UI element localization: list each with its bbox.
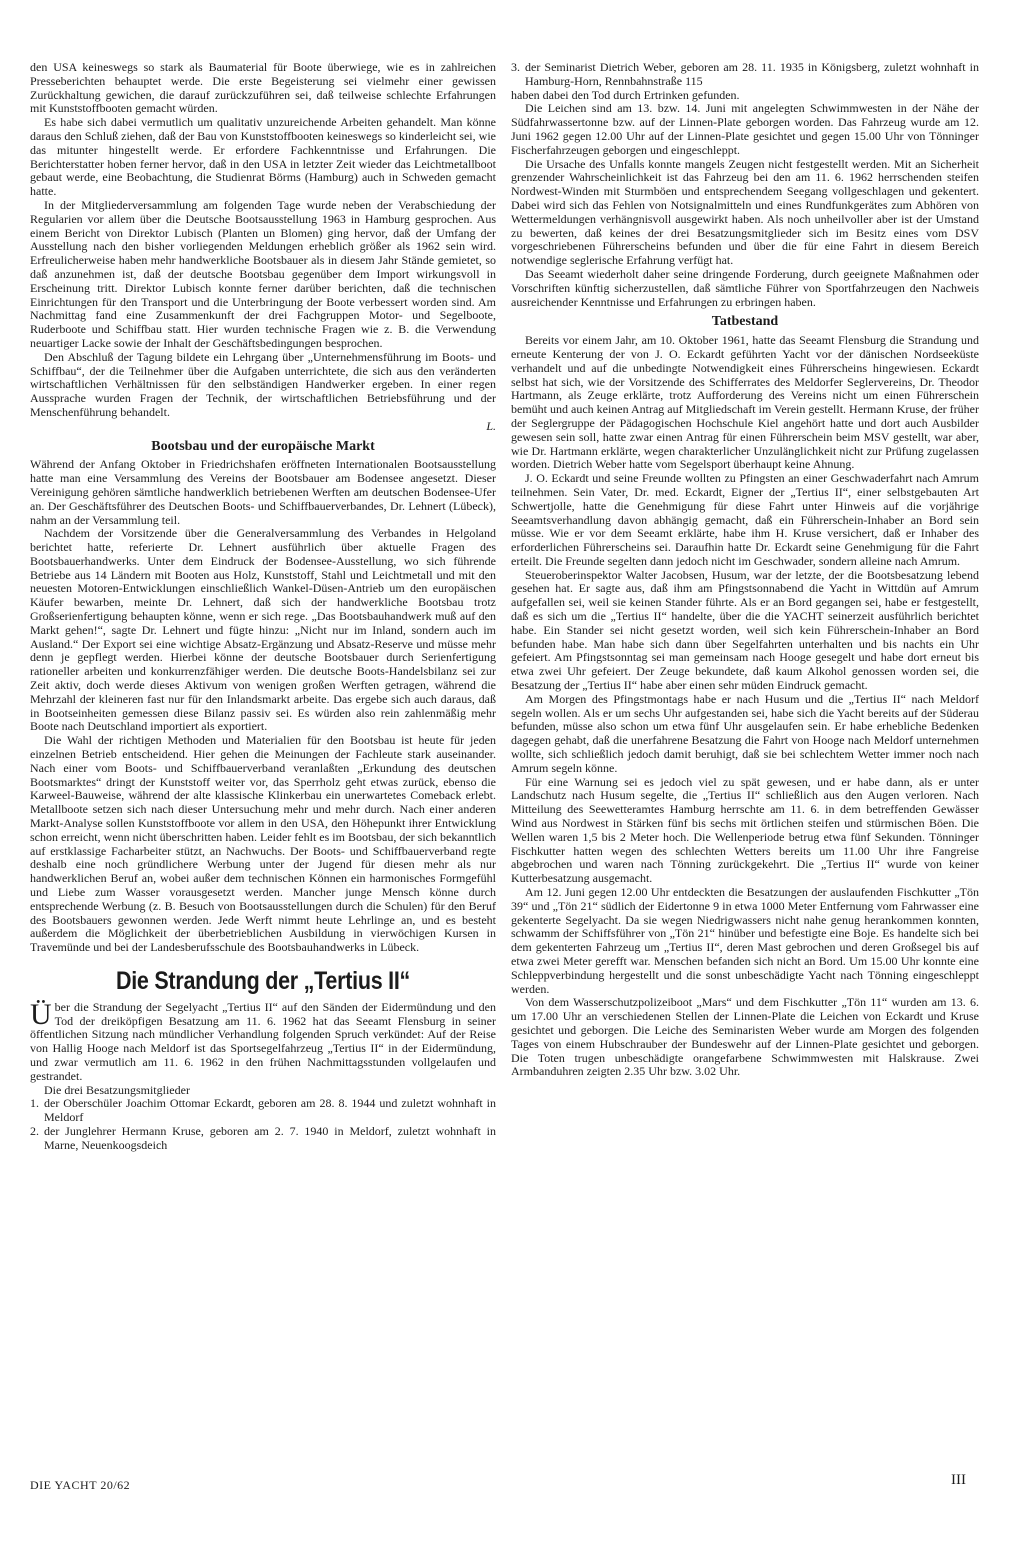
paragraph: den USA keineswegs so stark als Baumaterial für Boote überwiege, wie es in zahlreichen Presseberichten behauptet werde. Die erste Begeisterung sei vielmehr einer gewissen Zurückhaltung gewichen, die darauf zurückzuführen sei, daß teilweise schlechte Erfahrungen mit Kunststoffbooten gemacht würden. (30, 60, 496, 116)
left-column (30, 61, 496, 1153)
publication-footer: DIE YACHT 20/62 (30, 1478, 131, 1492)
crew-number: 2. (30, 1123, 39, 1138)
paragraph: Während der Anfang Oktober in Friedrichshafen eröffneten Internationalen Bootsausstellung hatte man eine Versammlung des Vereins der Bootsbauer am Bodensee angesetzt. Dieser Vereinigung gehören sämtliche handwerklich betriebenen Werften am deutschen Bodensee-Ufer an. Der Geschäftsführer des Deutschen Boots- und Schiffbauerverbandes, Dr. Lehnert (Lübeck), nahm an der Versammlung teil. (30, 457, 496, 527)
article-intro (30, 997, 496, 1084)
crew-text: der Junglehrer Hermann Kruse, geboren am 2. 7. 1940 in Meldorf, zuletzt wohnhaft in Marne, Neuenkoogsdeich (44, 1123, 496, 1152)
paragraph: In der Mitgliederversammlung am folgenden Tage wurde neben der Verabschiedung der Regularien vor allem über die Deutsche Bootsausstellung 1963 in Hamburg gesprochen. Aus einem Bericht von Direktor Lubisch (Planten un Blomen) ging hervor, daß der Umfang der Ausstellung nach den bisher vorliegenden Meldungen erheblich größer als 1962 sein wird. Erfreulicherweise haben mehr handwerkliche Bootsbauer als in diesem Jahr Stände gemietet, so daß anzunehmen ist, daß der deutsche Bootsbau gegenüber dem Import wirkungsvoll in Erscheinung tritt. Direktor Lubisch konnte ferner darüber berichten, daß die technischen Einrichtungen für den Transport und die Unterbringung der Boote verbessert worden sind. Am Nachmittag fand eine Zusammenkunft der drei Fachgruppen Motor- und Segelboote, Ruderboote und Schiffbau statt. Hier wurden technische Fragen wie z. B. die Verwendung neuartiger Lacke sowie der Inhalt der Geschäftsbedingungen besprochen. (30, 197, 496, 350)
paragraph: Von dem Wasserschutzpolizeiboot „Mars“ und dem Fischkutter „Tön 11“ wurden am 13. 6. um 17.00 Uhr an verschiedenen Stellen der Linnen-Plate die Leichen von Eckardt und Kruse gesichtet und geborgen. Die Leiche des Seminaristen Weber wurde am Morgen des folgenden Tages von einem Hubschrauber der Bundeswehr auf der Linnen-Plate gesichtet und geborgen. Die Toten trugen unbeschädigte orangefarbene Schwimmwesten mit Halskrause. Zwei Armbanduhren zeigten 2.35 Uhr bzw. 3.02 Uhr. (511, 995, 979, 1079)
paragraph: Die Ursache des Unfalls konnte mangels Zeugen nicht festgestellt werden. Mit an Sicherheit grenzender Wahrscheinlichkeit ist das Fahrzeug bei den am 11. 6. 1962 herrschenden steifen Nordwest-Winden mit Sturmböen und entsprechendem Seegang vollgeschlagen und gekentert. Dabei wird sich das Fehlen von Notsignalmitteln und eines Rundfunkgerätes zum Abhören von Wettermeldungen verhängnisvoll ausgewirkt haben. Als noch unheilvoller aber ist der Umstand zu bewerten, daß keines der drei Besatzungsmitglieder sich im Besitz eines vom DSV vorgeschriebenen Führerscheins befunden und über die für eine Fahrt in diesem Bereich notwendige seglerische Erfahrung verfügt hat. (511, 156, 979, 268)
section-heading-markt: Bootsbau und der europäische Markt (151, 438, 375, 454)
paragraph: Die Wahl der richtigen Methoden und Materialien für den Bootsbau ist heute für jeden einzelnen Betrieb entscheidend. Hier gehen die Meinungen der Fachleute stark auseinander. Nach einer vom Boots- und Schiffbauerverband veranlaßten „Erkundung des deutschen Bootsmarktes“ dringt der Kunststoff weiter vor, das Sperrholz geht etwas zurück, ebenso die Karweel-Bauweise, während der alte klassische Klinkerbau ein unerwartetes Comeback erlebt. Metallboote setzen sich nach dieser Untersuchung mehr und mehr durch. Nach einer anderen Markt-Analyse sollen Kunststoffboote vor allem in den USA, den Höhepunkt ihrer Entwicklung schon erreicht, wenn nicht überschritten haben. Leider fehlt es im Bootsbau, der sich bekanntlich auf erstklassige Facharbeiter stützt, an Nachwuchs. Der Boots- und Schiffbauerverband regte deshalb eine noch gründlichere Werbung unter der Jugend für diesen mehr als nur handwerklichen Beruf an, wobei außer dem technischen Können ein harmonisches Formgefühl und Liebe zum Wasser vorausgesetzt werden. Mancher junge Mensch könne durch entsprechende Werbung (z. B. Besuch von Bootsausstellungen durch die Schulen) für den Beruf des Bootsbauers gewonnen werden. Jede Werft nimmt heute Lehrlinge an, und es besteht außerdem die Möglichkeit der überbetrieblichen Ausbildung in vierwöchigen Kursen in Travemünde und bei der Landesberufsschule des Bootsbauhandwerks in Lübeck. (30, 733, 496, 955)
author-signature: L. (486, 418, 496, 433)
paragraph: Nachdem der Vorsitzende über die Generalversammlung des Verbandes in Helgoland berichtet hatte, referierte Dr. Lehnert ausführlich über aktuelle Fragen des Bootsbauerhandwerks. Unter dem Eindruck der Bodensee-Ausstellung, wo sich führende Betriebe aus 14 Ländern mit Booten aus Holz, Kunststoff, Stahl und Leichtmetall und mit den neuesten Motoren-Entwicklungen einschließlich Wankel-Düsen-Antrieb um den europäischen Käufer bewarben, meinte Dr. Lehnert, daß sich der handwerkliche Bootsbau trotz Großserienfertigung behaupten könne, wenn er sich rege. „Das Bootsbauhandwerk muß auf den Markt gehen!“, sagte Dr. Lehnert und fügte hinzu: „Nicht nur im Inland, sondern auch im Ausland.“ Der Export sei eine wichtige Absatz-Ergänzung und Absatz-Reserve und müsse mehr denn je gepflegt werden. Hierbei könne der deutsche Bootsbauer durch Serienfertigung rationeller arbeiten und konkurrenzfähiger werden. Die deutsche Boots-Handelsbilanz sei zur Zeit aktiv, doch werde dieses Aktivum von wenigen großen Werften getragen, während die Mehrzahl der kleineren fast nur für den Inlandsmarkt arbeite. Das ergebe sich auch daraus, daß in Bootseinheiten gemessen diese Bilanz passiv sei. Es würden also rein zahlenmäßig mehr Boote nach Deutschland importiert als exportiert. (30, 526, 496, 734)
paragraph: Am Morgen des Pfingstmontags habe er nach Husum und die „Tertius II“ nach Meldorf segeln wollen. Als er um sechs Uhr aufgestanden sei, habe sich die Yacht bereits auf der Süderau befunden, müsse also schon um etwa fünf Uhr ausgelaufen sein. Er habe erhebliche Bedenken dagegen gehabt, daß die unerfahrene Besatzung die Fahrt von Hooge nach Meldorf unternehmen wollte, sich schließlich jedoch damit beruhigt, daß sie bei schlechtem Wetter immer noch nach Amrum segeln könne. (511, 691, 979, 775)
crew-member (30, 1125, 496, 1153)
crew-number: 1. (30, 1096, 39, 1111)
article-headline: Die Strandung der „Tertius II“ (115, 967, 411, 995)
paragraph: Am 12. Juni gegen 12.00 Uhr entdeckten die Besatzungen der auslaufenden Fischkutter „Tön 39“ und „Tön 21“ südlich der Eidertonne 9 in etwa 1000 Meter Entfernung vom Fahrwasser eine gekenterte Segelyacht. Da sie wegen Niedrigwassers nicht nahe genug herankommen konnten, schwamm der Schiffsführer von „Tön 21“ hinüber und befestigte eine Boje. Es handelte sich bei dem gekenterten Fahrzeug um „Tertius II“, deren Mast gebrochen und deren Großsegel bis auf etwa zwei Meter gerefft war. Menschen befanden sich nicht an Bord. Um 15.00 Uhr konnte eine Schleppverbindung hergestellt und die sonst unbeschädigte Yacht nach Tönning eingeschleppt werden. (511, 885, 979, 996)
page-number: III (951, 1472, 966, 1488)
paragraph: Für eine Warnung sei es jedoch viel zu spät gewesen, und er habe dann, als er unter Landschutz nach Husum segelte, die „Tertius II“ schließlich aus den Augen verloren. Nach Mitteilung des Seewetteramtes Hamburg herrschte am 11. 6. in dem betreffenden Gewässer Wind aus Nordwest in Stärken fünf bis sechs mit örtlichen steifen und stürmischen Böen. Die Wellen waren 1,5 bis 2 Meter hoch. Die Wellenperiode betrug etwa fünf Sekunden. Tönninger Fischkutter hatten wegen des schlechten Wetters bereits um 11.00 Uhr ihre Fangreise abgebrochen und waren nach Tönning zurückgekehrt. Die „Tertius II“ wurde von keiner Kutterbesatzung ausgemacht. (511, 774, 979, 886)
paragraph: Steueroberinspektor Walter Jacobsen, Husum, war der letzte, der die Bootsbesatzung lebend gesehen hat. Er sagte aus, daß ihm am Pfingstsonnabend die Yacht in Wittdün auf Amrum aufgefallen sei, weil sie keinen Stander führte. Als er an Bord gegangen sei, habe er festgestellt, daß es sich um die „Tertius II“ handelte, über die die YACHT seinerzeit ausführlich berichtet habe. Ein Stander sei nicht gesetzt worden, weil sich kein Führerschein-Inhaber an Bord befunden habe. Man habe sich dann über Segelfahrten unterhalten und bis nachts ein Uhr gefeiert. Am Pfingstsonntag sei man gemeinsam nach Hooge gesegelt und habe dort erneut bis etwa zwei Uhr gefeiert. Der Zeuge bekundete, daß kaum Alkohol genossen worden sei, die Besatzung der „Tertius II“ habe aber einen sehr müden Eindruck gemacht. (511, 567, 979, 693)
crew-text: der Seminarist Dietrich Weber, geboren am 28. 11. 1935 in Königsberg, zuletzt wohnhaft in Hamburg-Horn, Rennbahnstraße 115 (525, 60, 979, 88)
drop-cap: Ü (30, 997, 52, 1031)
intro-text: ber die Strandung der Segelyacht „Tertius II“ auf den Sänden der Eidermündung und den Tod der dreiköpfigen Besatzung am 11. 6. 1962 hat das Seeamt Flensburg in seiner öffentlichen Sitzung nach mündlicher Verhandlung folgenden Spruch verkündet: Auf der Reise von Hallig Hooge nach Meldorf ist das Sportsegelfahrzeug „Tertius II“ in der Eidermündung, und zwar vermutlich am 11. 6. 1962 in den frühen Nachmittagsstunden vollgelaufen und gestrandet. (30, 999, 496, 1083)
right-column (511, 61, 979, 1079)
paragraph: Es habe sich dabei vermutlich um qualitativ unzureichende Arbeiten gehandelt. Man könne daraus den Schluß ziehen, daß der Bau von Kunststoffbooten keineswegs so kinderleicht sei, wie das mitunter hingestellt werde. Er erfordere Fachkenntnisse und Erfahrungen. Die Berichterstatter hoben ferner hervor, daß in den USA in letzter Zeit wieder das Leichtmetallboot gebaut werde, eine Beobachtung, die Studienrat Börms (Hamburg) auch in Schweden gemacht hatte. (30, 115, 496, 199)
crew-text: der Oberschüler Joachim Ottomar Eckardt, geboren am 28. 8. 1944 und zuletzt wohnhaft in Meldorf (44, 1096, 496, 1125)
crew-member (30, 1097, 496, 1125)
paragraph: J. O. Eckardt und seine Freunde wollten zu Pfingsten an einer Geschwaderfahrt nach Amrum teilnehmen. Sein Vater, Dr. med. Eckardt, Eigner der „Tertius II“, einer selbstgebauten Art Schwertjolle, hatte die Genehmigung für diese Fahrt unter Hinweis auf die vorjährige Seeamtsverhandlung davon abhängig gemacht, daß ein Führerschein-Inhaber an Bord sein müsse. Wie er vor dem Seeamt erklärte, habe ihm H. Kruse versichert, daß er Inhaber des erforderlichen Führerscheins sei. Daraufhin hatte Dr. Eckardt seine Genehmigung für die Fahrt erteilt. Die Freunde segelten dann jedoch nicht im Geschwader, sondern alleine nach Amrum. (511, 471, 979, 568)
paragraph: Die Leichen sind am 13. bzw. 14. Juni mit angelegten Schwimmwesten in der Nähe der Südfahrwassertonne bzw. auf der Linnen-Plate geborgen worden. Das Fahrzeug wurde am 12. Juni 1962 gegen 12.00 Uhr auf der Linnen-Plate gesichtet und gegen 15.00 Uhr von Tönninger Fischerfahrzeugen geborgen und eingeschleppt. (511, 101, 979, 157)
paragraph: Das Seeamt wiederholt daher seine dringende Forderung, durch geeignete Maßnahmen oder Vorschriften künftig sicherzustellen, daß sämtliche Führer von Sportfahrzeugen den Nachweis ausreichender Kenntnisse und Erfahrungen zu erbringen haben. (511, 266, 979, 309)
paragraph: Den Abschluß der Tagung bildete ein Lehrgang über „Unternehmensführung im Boots- und Schiffbau“, der die Teilnehmer über die Aufgaben unterrichtete, die sich aus den veränderten wirtschaftlichen Verhältnissen für den selbständigen Handwerker ergeben. In einer regen Aussprache wurden Fragen der Technik, der wirtschaftlichen Betriebsführung und der Menschenführung behandelt. (30, 349, 496, 419)
paragraph: haben dabei den Tod durch Ertrinken gefunden. (511, 87, 740, 102)
section-heading-tatbestand: Tatbestand (711, 314, 779, 330)
paragraph: Bereits vor einem Jahr, am 10. Oktober 1961, hatte das Seeamt Flensburg die Strandung und erneute Kenterung der von J. O. Eckardt geführten Yacht vor der dänischen Nordseeküste verhandelt und auf die unbedingte Notwendigkeit eines Führerscheins hingewiesen. Eckardt selbst hat sich, wie der Vorsitzende des Schifferrates des Meldorfer Seglervereins, Dr. Theodor Hartmann, als Zeuge erklärte, trotz Aufforderung des Vereins nicht um einen Führerschein bemüht und auch keinen Antrag auf Mitgliedschaft im Verein gestellt. Hermann Kruse, der früher der Seglergruppe der Pädagogischen Hochschule Kiel angehört hatte und dort auch Ausbilder gewesen sein soll, hatte zwar einen Antrag für einen Führerschein beim MSV gestellt, war aber, wie Dr. Hartmann erklärte, wegen charakterlicher Unzulänglichkeit nicht zur Prüfung zugelassen worden. Dietrich Weber hatte vom Segelsport überhaupt keine Ahnung. (511, 333, 979, 472)
crew-number: 3. (511, 60, 520, 74)
crew-label: Die drei Besatzungsmitglieder (44, 1082, 190, 1097)
crew-member (511, 61, 979, 89)
